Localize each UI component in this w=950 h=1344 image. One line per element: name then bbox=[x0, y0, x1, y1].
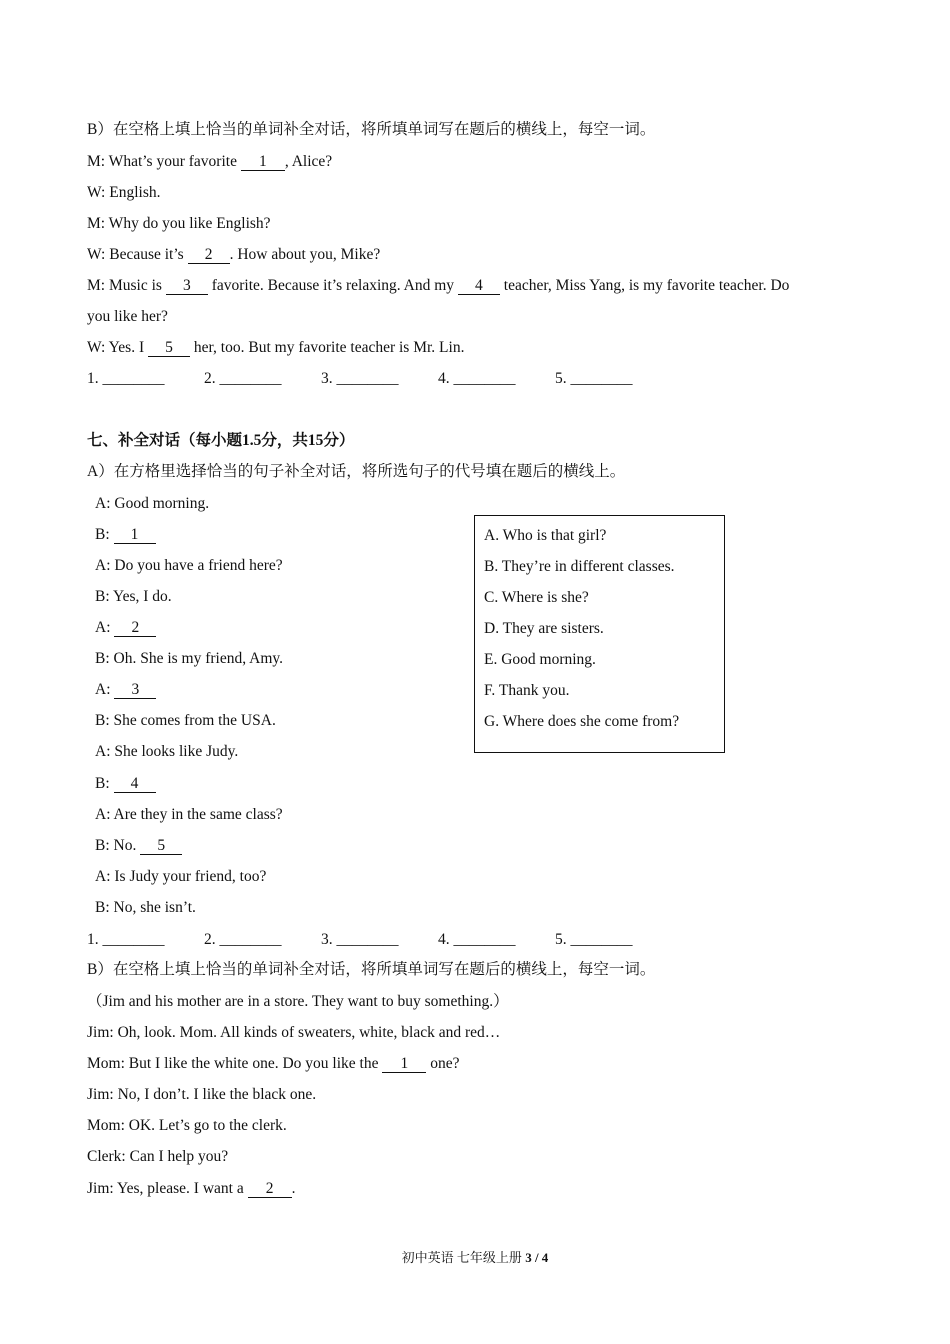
section-title: 七、补全对话（每小题1.5分，共15分） bbox=[87, 432, 355, 449]
answer-blank[interactable]: 2. ________ bbox=[204, 370, 282, 387]
dialogue-line: A: Are they in the same class? bbox=[95, 806, 283, 823]
answer-blank[interactable]: 5. ________ bbox=[555, 370, 633, 387]
blank-5: 5 bbox=[140, 837, 182, 855]
dialogue-line: Jim: Yes, please. I want a 2 . bbox=[87, 1180, 296, 1197]
answer-blank[interactable]: 3. ________ bbox=[321, 370, 399, 387]
answer-blank[interactable]: 2. ________ bbox=[204, 931, 282, 948]
blank-2: 2 bbox=[114, 619, 156, 637]
dialogue-line: Jim: No, I don’t. I like the black one. bbox=[87, 1086, 317, 1103]
blank-1: 1 bbox=[114, 526, 156, 544]
answer-blank[interactable]: 1. ________ bbox=[87, 370, 165, 387]
dialogue-line: B: Oh. She is my friend, Amy. bbox=[95, 650, 284, 667]
dialogue-line: W: Because it’s 2 . How about you, Mike? bbox=[87, 246, 381, 263]
instruction-b1: B）在空格上填上恰当的单词补全对话，将所填单词写在题后的横线上，每空一词。 bbox=[87, 121, 656, 138]
dialogue-line: A: Is Judy your friend, too? bbox=[95, 868, 267, 885]
page-number: 3 / 4 bbox=[525, 1250, 549, 1265]
dialogue-line: A: She looks like Judy. bbox=[95, 743, 239, 760]
dialogue-line: B: No, she isn’t. bbox=[95, 899, 196, 916]
dialogue-line: Mom: OK. Let’s go to the clerk. bbox=[87, 1117, 287, 1134]
instruction-b2: B）在空格上填上恰当的单词补全对话，将所填单词写在题后的横线上，每空一词。 bbox=[87, 961, 656, 978]
dialogue-line: B: 1 bbox=[95, 525, 156, 545]
dialogue-line: W: Yes. I 5 her, too. But my favorite teacher is Mr. Lin. bbox=[87, 339, 465, 356]
dialogue-line: M: Music is 3 favorite. Because it’s relaxing. And my 4 teacher, Miss Yang, is my favorite teacher. Do bbox=[87, 277, 790, 294]
blank-2: 2 bbox=[188, 246, 230, 264]
dialogue-line: A: 3 bbox=[95, 680, 156, 700]
blank-3: 3 bbox=[114, 681, 156, 699]
blank-5: 5 bbox=[148, 339, 190, 357]
context-note: （Jim and his mother are in a store. They want to buy something.） bbox=[87, 993, 509, 1010]
answer-row bbox=[87, 369, 687, 389]
dialogue-line: M: Why do you like English? bbox=[87, 215, 271, 232]
instruction-a: A）在方格里选择恰当的句子补全对话，将所选句子的代号填在题后的横线上。 bbox=[87, 463, 626, 480]
dialogue-line: W: English. bbox=[87, 184, 161, 201]
dialogue-line: A: Good morning. bbox=[95, 495, 210, 512]
blank-1: 1 bbox=[241, 153, 285, 171]
dialogue-line: B: Yes, I do. bbox=[95, 588, 172, 605]
answer-row bbox=[87, 930, 687, 950]
option-g: G. Where does she come from? bbox=[484, 713, 680, 730]
dialogue-line: B: She comes from the USA. bbox=[95, 712, 276, 729]
blank-4: 4 bbox=[458, 277, 500, 295]
option-f: F. Thank you. bbox=[484, 682, 570, 699]
option-d: D. They are sisters. bbox=[484, 620, 604, 637]
answer-blank[interactable]: 4. ________ bbox=[438, 370, 516, 387]
dialogue-line: you like her? bbox=[87, 308, 168, 325]
answer-blank[interactable]: 5. ________ bbox=[555, 931, 633, 948]
option-e: E. Good morning. bbox=[484, 651, 596, 668]
dialogue-line: A: Do you have a friend here? bbox=[95, 557, 283, 574]
blank-4: 4 bbox=[114, 775, 156, 793]
answer-blank[interactable]: 1. ________ bbox=[87, 931, 165, 948]
dialogue-line: B: No. 5 bbox=[95, 836, 182, 856]
option-a: A. Who is that girl? bbox=[484, 527, 607, 544]
dialogue-line: Mom: But I like the white one. Do you like the 1 one? bbox=[87, 1055, 460, 1072]
option-b: B. They’re in different classes. bbox=[484, 558, 675, 575]
answer-blank[interactable]: 3. ________ bbox=[321, 931, 399, 948]
page-footer: 初中英语 七年级上册 3 / 4 bbox=[401, 1250, 549, 1265]
blank-1: 1 bbox=[382, 1055, 426, 1073]
options-box bbox=[474, 515, 725, 753]
dialogue-line: A: 2 bbox=[95, 618, 156, 638]
answer-blank[interactable]: 4. ________ bbox=[438, 931, 516, 948]
blank-3: 3 bbox=[166, 277, 208, 295]
dialogue-line: M: What’s your favorite 1 , Alice? bbox=[87, 153, 333, 170]
dialogue-line: Jim: Oh, look. Mom. All kinds of sweaters, white, black and red… bbox=[87, 1024, 501, 1041]
dialogue-line: B: 4 bbox=[95, 774, 156, 794]
option-c: C. Where is she? bbox=[484, 589, 589, 606]
blank-2: 2 bbox=[248, 1180, 292, 1198]
dialogue-line: Clerk: Can I help you? bbox=[87, 1148, 229, 1165]
